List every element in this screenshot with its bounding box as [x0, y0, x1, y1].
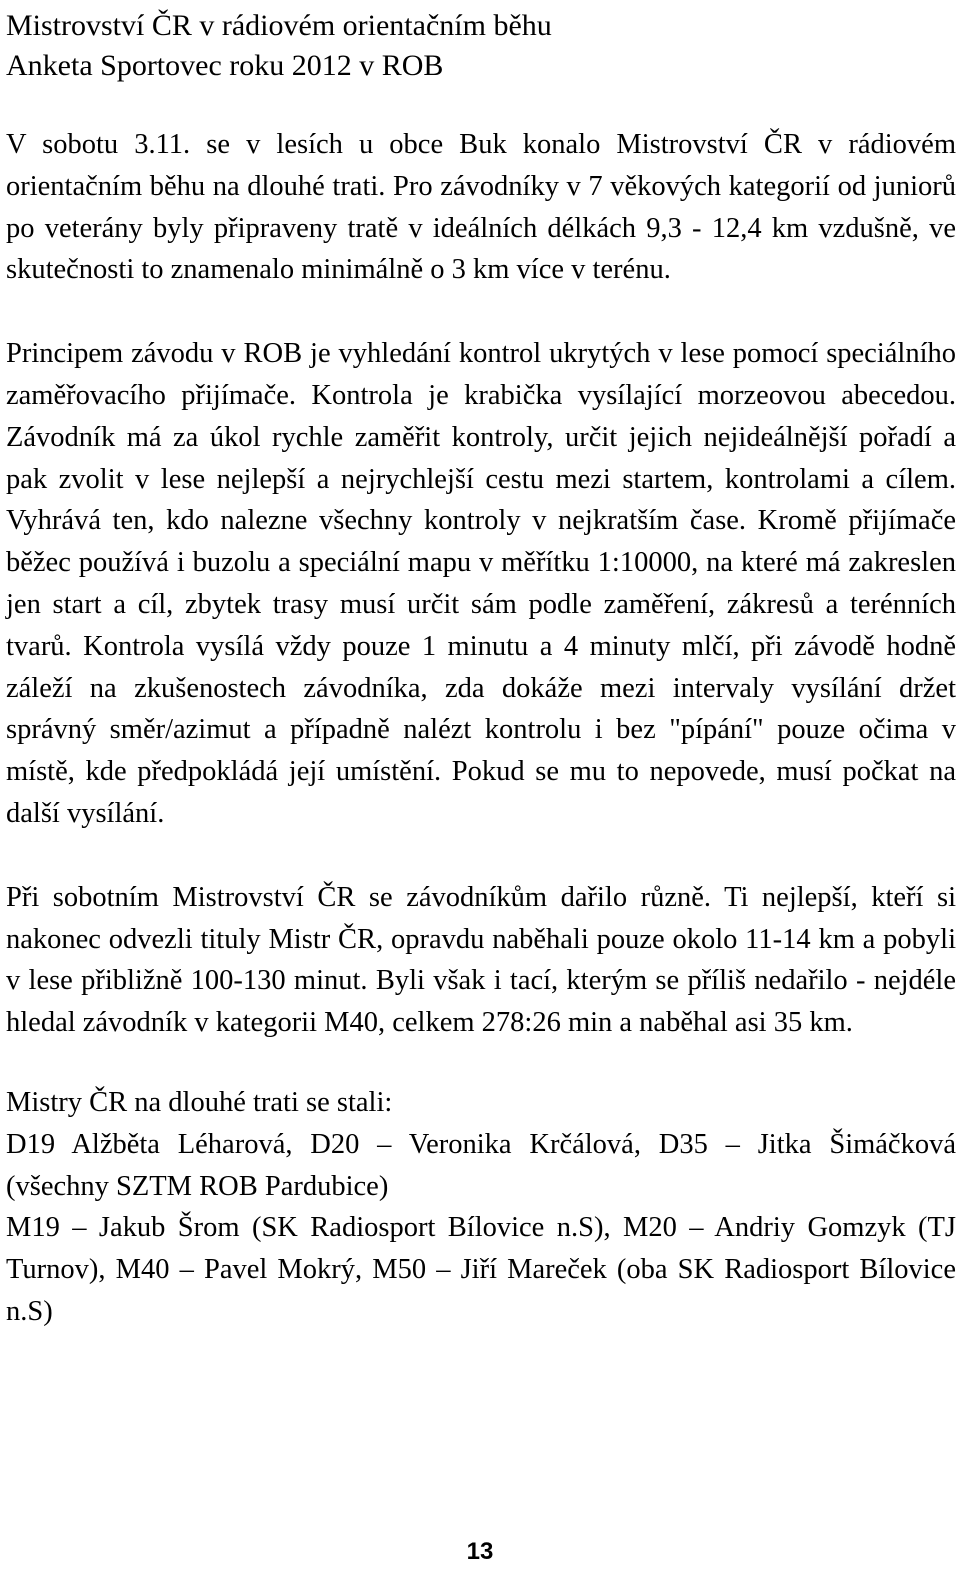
- paragraph-results: Při sobotním Mistrovství ČR se závodníkům dařilo různě. Ti nejlepší, kteří si nakonec odvezli tituly Mistr ČR, opravdu naběhali pouze okolo 11-14 km a pobyli v lese přibližně 100-130 minut. Byli však i tací, kterým se příliš nedařilo - nejdéle hledal závodník v kategorii M40, celkem 278:26 min a naběhal asi 35 km.: [6, 881, 956, 1039]
- paragraph-principle: Principem závodu v ROB je vyhledání kontrol ukrytých v lese pomocí speciálního zaměřovacího přijímače. Kontrola je krabička vysílající morzeovou abecedou. Závodník má za úkol rychle zaměřit kontroly, určit jejich nejideálnější pořadí a pak zvolit v lese nejlepší a nejrychlejší cestu mezi startem, kontrolami a cílem. Vyhrává ten, kdo nalezne všechny kontroly v nejkratším čase. Kromě přijímače běžec používá i buzolu a speciální mapu v měřítku 1:10000, na které má zakreslen jen start a cíl, zbytek trasy musí určit sám podle zaměření, zákresů a terénních tvarů. Kontrola vysílá vždy pouze 1 minutu a 4 minuty mlčí, při závodě hodně záleží na zkušenostech závodníka, zda dokáže mezi intervaly vysílání držet správný směr/azimut a případně nalézt kontrolu i bez "pípání" pouze očima v místě, kde předpokládá její umístění. Pokud se mu to nepovede, musí počkat na další vysílání.: [6, 338, 956, 829]
- winners-heading: Mistry ČR na dlouhé trati se stali:: [6, 1086, 393, 1118]
- spacer: [6, 86, 956, 124]
- spacer: [6, 835, 956, 877]
- spacer: [6, 291, 956, 333]
- spacer: [6, 1044, 956, 1082]
- paragraph-intro: V sobotu 3.11. se v lesích u obce Buk konalo Mistrovství ČR v rádiovém orientačním běhu na dlouhé trati. Pro závodníky v 7 věkových kategorií od juniorů po veterány byly připraveny tratě v ideálních délkách 9,3 - 12,4 km vzdušně, ve skutečnosti to znamenalo minimálně o 3 km více v terénu.: [6, 129, 956, 286]
- document-title: Mistrovství ČR v rádiovém orientačním běhu: [6, 9, 552, 42]
- document-subtitle: Anketa Sportovec roku 2012 v ROB: [6, 49, 444, 82]
- page-number: 13: [466, 1538, 494, 1565]
- winners-women: D19 Alžběta Léharová, D20 – Veronika Krčálová, D35 – Jitka Šimáčková (všechny SZTM ROB Pardubice): [6, 1128, 956, 1202]
- document-page: [6, 0, 956, 1333]
- winners-men: M19 – Jakub Šrom (SK Radiosport Bílovice n.S), M20 – Andriy Gomzyk (TJ Turnov), M40 – Pavel Mokrý, M50 – Jiří Mareček (oba SK Radiosport Bílovice n.S): [6, 1212, 956, 1327]
